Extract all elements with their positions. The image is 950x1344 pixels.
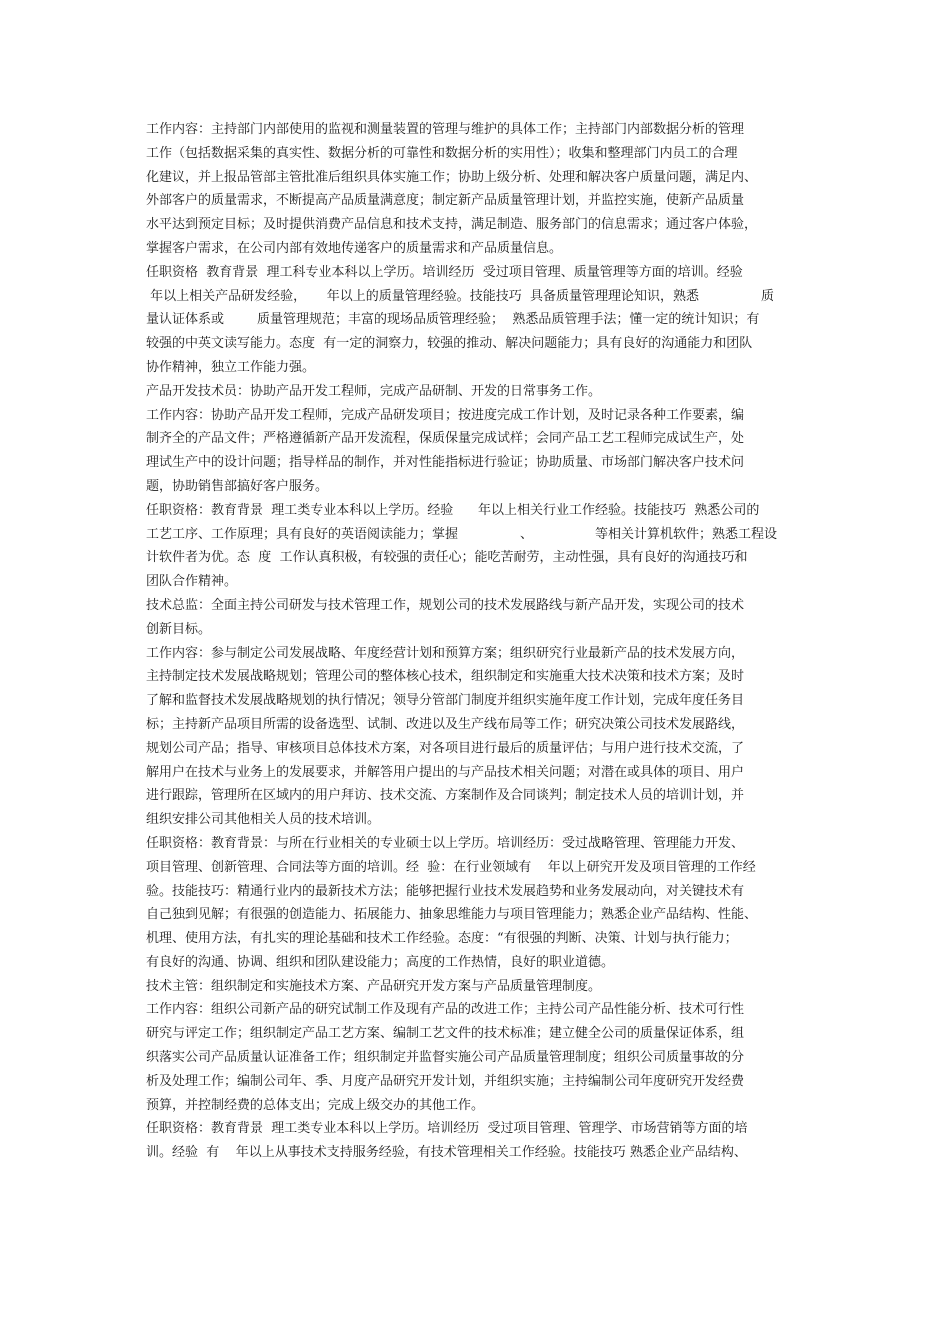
- text-line: 题，协助销售部搞好客户服务。: [146, 478, 329, 494]
- document-body: [146, 118, 810, 1165]
- text-line: 年以上相关产品研发经验， 年以上的质量管理经验。技能技巧 具备质量管理理论知识，熟悉 质: [146, 288, 775, 304]
- text-line: 任职资格 教育背景 理工科专业本科以上学历。培训经历 受过项目管理、质量管理等方面的培训。经验: [146, 264, 743, 280]
- text-line: 技术总监：全面主持公司研发与技术管理工作，规划公司的技术发展路线与新产品开发，实现公司的技术: [146, 597, 745, 613]
- text-line: 制齐全的产品文件；严格遵循新产品开发流程，保质保量完成试样；会同产品工艺工程师完成试生产，处: [146, 431, 745, 447]
- text-line: 标；主持新产品项目所需的设备选型、试制、改进以及生产线布局等工作；研究决策公司技术发展路线，: [146, 716, 745, 732]
- text-line: 较强的中英文读写能力。态度 有一定的洞察力，较强的推动、解决问题能力；具有良好的沟通能力和团队: [146, 336, 753, 352]
- text-line: 产品开发技术员：协助产品开发工程师，完成产品研制、开发的日常事务工作。: [146, 383, 602, 399]
- text-line: 工作内容：主持部门内部使用的监视和测量装置的管理与维护的具体工作；主持部门内部数据分析的管理: [146, 122, 745, 137]
- text-line: 解用户在技术与业务上的发展要求，并解答用户提出的与产品技术相关问题；对潜在或具体的项目、用户: [146, 764, 745, 780]
- text-line: 验。技能技巧：精通行业内的最新技术方法；能够把握行业技术发展趋势和业务发展动向，对关键技术有: [146, 883, 745, 899]
- text-line: 水平达到预定目标；及时提供消费产品信息和技术支持，满足制造、服务部门的信息需求；通过客户体验，: [146, 217, 758, 233]
- text-line: 工作内容：协助产品开发工程师，完成产品研发项目；按进度完成工作计划，及时记录各种工作要素，编: [146, 407, 745, 423]
- text-line: 任职资格：教育背景：与所在行业相关的专业硕士以上学历。培训经历：受过战略管理、管理能力开发、: [146, 835, 745, 851]
- text-line: 预算，并控制经费的总体支出；完成上级交办的其他工作。: [146, 1097, 485, 1113]
- text-line: 协作精神，独立工作能力强。: [146, 359, 316, 375]
- text-line: 训。经验 有 年以上从事技术支持服务经验，有技术管理相关工作经验。技能技巧 熟悉企业产品结构、: [146, 1145, 747, 1161]
- text-line: 量认证体系或 质量管理规范；丰富的现场品质管理经验； 熟悉品质管理手法；懂一定的统计知识；有: [146, 312, 760, 328]
- text-line: 了解和监督技术发展战略规划的执行情况；领导分管部门制度并组织实施年度工作计划，完成年度任务目: [146, 693, 745, 709]
- text-line: 化建议，并上报品管部主管批准后组织具体实施工作；协助上级分析、处理和解决客户质量问题，满足内、: [146, 169, 758, 185]
- text-line: 研究与评定工作；组织制定产品工艺方案、编制工艺文件的技术标准；建立健全公司的质量保证体系，组: [146, 1026, 745, 1042]
- text-line: 工作（包括数据采集的真实性、数据分析的可靠性和数据分析的实用性）；收集和整理部门内员工的合理: [146, 145, 738, 161]
- text-line: 工作内容：参与制定公司发展战略、年度经营计划和预算方案；组织研究行业最新产品的技术发展方向，: [146, 645, 745, 661]
- text-line: 项目管理、创新管理、合同法等方面的培训。经 验：在行业领域有 年以上研究开发及项目管理的工作经: [146, 859, 756, 875]
- text-line: 析及处理工作；编制公司年、季、月度产品研究开发计划，并组织实施；主持编制公司年度研究开发经费: [146, 1073, 745, 1089]
- text-line: 工作内容：组织公司新产品的研究试制工作及现有产品的改进工作；主持公司产品性能分析、技术可行性: [146, 1002, 745, 1018]
- text-line: 规划公司产品；指导、审核项目总体技术方案，对各项目进行最后的质量评估；与用户进行技术交流，了: [146, 740, 745, 756]
- text-line: 任职资格：教育背景 理工类专业本科以上学历。经验 年以上相关行业工作经验。技能技巧 熟悉公司的: [146, 502, 760, 518]
- text-line: 外部客户的质量需求，不断提高产品质量满意度；制定新产品质量管理计划，并监控实施，使新产品质量: [146, 193, 745, 209]
- text-line: 工艺工序、工作原理；具有良好的英语阅读能力；掌握 、 等相关计算机软件；熟悉工程设: [146, 526, 777, 542]
- text-line: 主持制定技术发展战略规划；管理公司的整体核心技术，组织制定和实施重大技术决策和技术方案；及时: [146, 669, 745, 685]
- text-line: 团队合作精神。: [146, 574, 238, 590]
- text-line: 掌握客户需求，在公司内部有效地传递客户的质量需求和产品质量信息。: [146, 240, 563, 256]
- text-line: 织落实公司产品质量认证准备工作；组织制定并监督实施公司产品质量管理制度；组织公司质量事故的分: [146, 1050, 745, 1066]
- text-line: 技术主管：组织制定和实施技术方案、产品研究开发方案与产品质量管理制度。: [146, 978, 602, 994]
- text-line: 创新目标。: [146, 621, 212, 637]
- text-line: 理试生产中的设计问题；指导样品的制作，并对性能指标进行验证；协助质量、市场部门解决客户技术问: [146, 455, 745, 471]
- text-line: 组织安排公司其他相关人员的技术培训。: [146, 812, 381, 828]
- text-line: 进行跟踪，管理所在区域内的用户拜访、技术交流、方案制作及合同谈判；制定技术人员的培训计划，并: [146, 788, 745, 804]
- text-line: 机理、使用方法，有扎实的理论基础和技术工作经验。态度：“有很强的判断、决策、计划与执行能力；: [146, 931, 738, 947]
- text-line: 有良好的沟通、协调、组织和团队建设能力；高度的工作热情，良好的职业道德。: [146, 954, 615, 970]
- text-line: 计软件者为优。态 度 工作认真积极，有较强的责任心；能吃苦耐劳，主动性强，具有良好的沟通技巧和: [146, 550, 748, 566]
- text-line: 自己独到见解；有很强的创造能力、拓展能力、抽象思维能力与项目管理能力；熟悉企业产品结构、性能、: [146, 907, 758, 923]
- text-line: 任职资格：教育背景 理工类专业本科以上学历。培训经历 受过项目管理、管理学、市场营销等方面的培: [146, 1121, 748, 1137]
